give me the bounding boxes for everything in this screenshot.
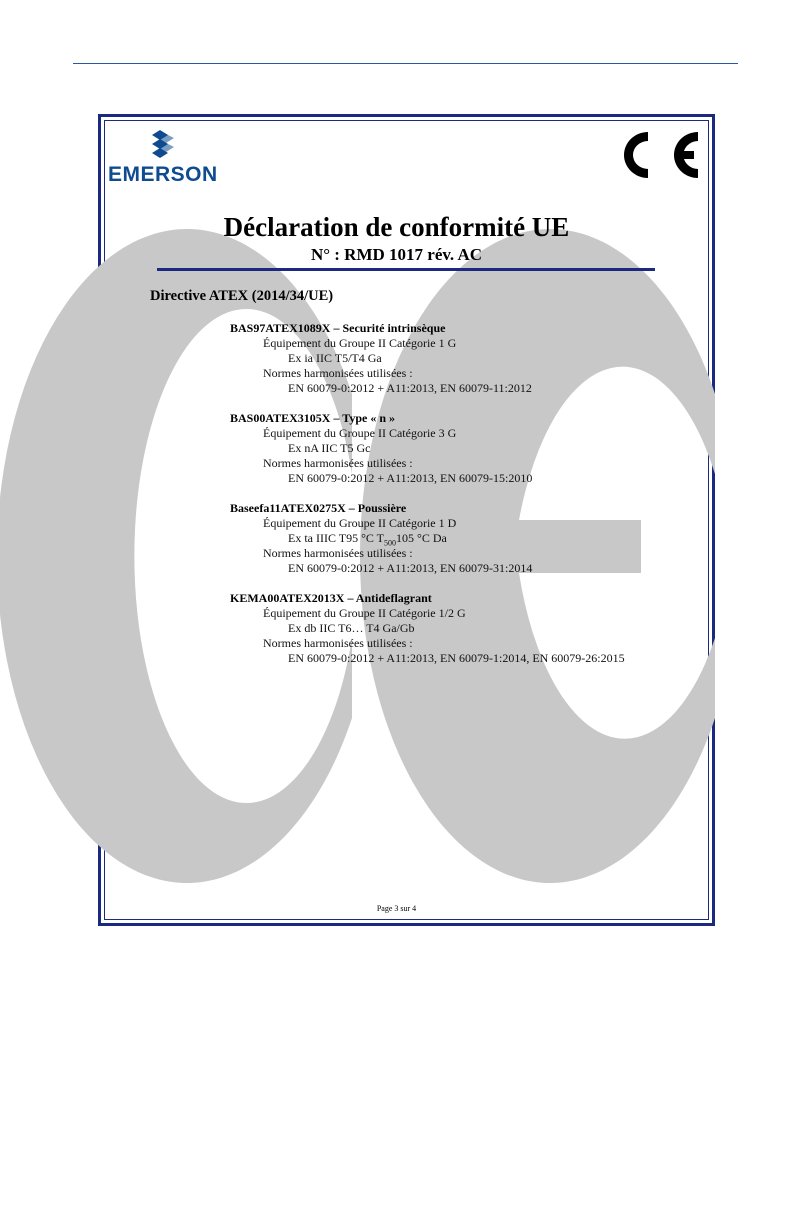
standards-label: Normes harmonisées utilisées : [263,456,413,470]
certificate-heading [230,411,532,426]
marking-post: 105 °C Da [396,531,447,545]
certificate-type: – Securité intrinsèque [333,321,446,335]
standards-line: EN 60079-0:2012 + A11:2013, EN 60079-1:2014, EN 60079-26:2015 [288,651,625,665]
certificate-heading [230,321,532,336]
certificate-block [230,411,532,486]
marking-line: Ex db IIC T6… T4 Ga/Gb [288,621,415,635]
marking-line: Ex ia IIC T5/T4 Ga [288,351,382,365]
certificate-type: – Type « n » [333,411,396,425]
marking-pre: Ex ta IIIC T95 °C T [288,531,385,545]
title-rule [157,268,655,271]
certificate-heading [230,501,532,516]
certificate-type: – Antideflagrant [347,591,432,605]
certificate-block [230,501,532,576]
certificate-id: KEMA00ATEX2013X [230,591,345,605]
certificate-heading [230,591,625,606]
declaration-number: N° : RMD 1017 rév. AC [310,245,483,264]
equipment-line: Équipement du Groupe II Catégorie 1 G [263,336,457,350]
marking-line [230,531,532,546]
certificate-id: Baseefa11ATEX0275X [230,501,346,515]
standards-line: EN 60079-0:2012 + A11:2013, EN 60079-31:2014 [288,561,533,575]
marking-subscript: 500 [384,538,397,548]
page-title: Déclaration de conformité UE [223,212,570,242]
directive-heading: Directive ATEX (2014/34/UE) [150,288,334,304]
page-number: Page 3 sur 4 [376,904,417,913]
equipment-line: Équipement du Groupe II Catégorie 1/2 G [263,606,466,620]
ce-mark-icon [610,126,700,184]
standards-label: Normes harmonisées utilisées : [263,366,413,380]
standards-line: EN 60079-0:2012 + A11:2013, EN 60079-11:2012 [288,381,532,395]
certificate-block [230,321,532,396]
certificate-id: BAS00ATEX3105X [230,411,331,425]
equipment-line: Équipement du Groupe II Catégorie 3 G [263,426,457,440]
certificate-type: – Poussière [348,501,407,515]
standards-label: Normes harmonisées utilisées : [263,636,413,650]
standards-line: EN 60079-0:2012 + A11:2013, EN 60079-15:2010 [288,471,533,485]
emerson-wordmark: EMERSON [108,163,218,186]
equipment-line: Équipement du Groupe II Catégorie 1 D [263,516,457,530]
standards-label: Normes harmonisées utilisées : [263,546,413,560]
marking-line: Ex nA IIC T5 Gc [288,441,371,455]
certificate-id: BAS97ATEX1089X [230,321,331,335]
certificate-block [230,591,625,666]
